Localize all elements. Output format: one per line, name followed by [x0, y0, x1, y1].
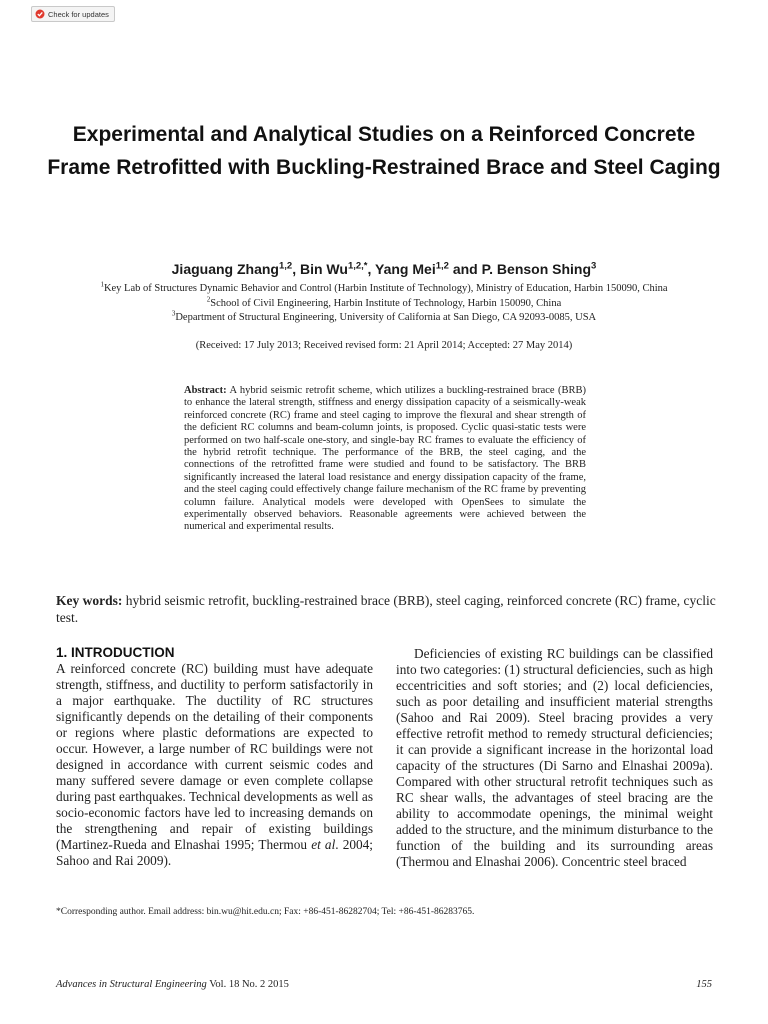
check-for-updates-label: Check for updates [48, 9, 109, 19]
author-affiliation-marker: 1,2,* [347, 260, 368, 272]
affiliation-line [40, 297, 728, 311]
received-dates: (Received: 17 July 2013; Received revised form: 21 April 2014; Accepted: 27 May 2014) [195, 340, 573, 351]
keywords-text: hybrid seismic retrofit, buckling-restrained brace (BRB), steel caging, reinforced concrete (RC) frame, cyclic test. [56, 593, 716, 625]
keywords-label: Key words: [56, 593, 123, 608]
left-column [56, 645, 373, 869]
et-al-text: et al [311, 837, 336, 852]
paper-title: Experimental and Analytical Studies on a Reinforced Concrete Frame Retrofitted with Buckling-Restrained Brace and Steel Caging [47, 123, 721, 179]
affiliation-marker: 3 [171, 309, 176, 318]
author-name: Yang Mei [375, 261, 436, 277]
author-separator: and [448, 261, 482, 277]
check-for-updates-button[interactable] [31, 6, 115, 22]
author-affiliation-marker: 1,2 [278, 260, 293, 272]
abstract-text: A hybrid seismic retrofit scheme, which utilizes a buckling-restrained brace (BRB) to enhance the lateral strength, stiffness and energy dissipation capacity of a seismically-weak reinforced concrete (RC) frame and steel caging to improve the flexural and shear strength of the deficient RC columns and beam-column joints, is proposed. Cyclic quasi-static tests were performed on two half-scale one-story, and single-bay RC frames to evaluate the efficiency of the hybrid retrofit technique. The performance of the BRB, the steel caging, and the connections of the retrofitted frame were studied and found to be satisfactory. The BRB significantly increased the lateral load resistance and energy dissipation capacity of the frame, and the steel caging could effectively change failure mechanism of the RC frame by preventing column failure. Analytical models were developed with OpenSees to simulate the experimentally observed behaviors. Reasonable agreements were achieved between the numerical and experimental results. [184, 385, 586, 533]
affiliation-marker: 2 [206, 295, 211, 304]
affiliation-text: Department of Structural Engineering, University of California at San Diego, CA 92093-0085, USA [175, 312, 597, 323]
affiliation-text: Key Lab of Structures Dynamic Behavior and Control (Harbin Institute of Technology), Ministry of Education, Harbin 150090, China [103, 283, 668, 294]
affiliation-line [40, 282, 728, 296]
paragraph-text: . 2004; Sahoo and Rai 2009). [56, 837, 373, 868]
author-affiliation-marker: 1,2 [435, 260, 449, 272]
author-name: P. Benson Shing [481, 261, 592, 277]
author-name: Jiaguang Zhang [171, 261, 279, 277]
crossmark-icon [35, 9, 45, 19]
corresponding-author-footnote: *Corresponding author. Email address: bin.wu@hit.edu.cn; Fax: +86-451-86282704; Tel: +86-451-86283765. [56, 907, 475, 917]
author-affiliation-marker: 3 [591, 260, 597, 272]
journal-footer [56, 979, 289, 990]
affiliation-text: School of Civil Engineering, Harbin Institute of Technology, Harbin 150090, China [210, 298, 562, 309]
keywords [56, 593, 716, 626]
page-number: 155 [696, 979, 712, 990]
section-heading: 1. INTRODUCTION [56, 645, 175, 660]
author-separator: , [367, 261, 376, 277]
journal-name: Advances in Structural Engineering [56, 979, 207, 990]
journal-volume: Vol. 18 No. 2 2015 [209, 979, 289, 990]
abstract-label: Abstract: [184, 385, 227, 396]
intro-paragraph-2: Deficiencies of existing RC buildings can be classified into two categories: (1) structural deficiencies, such as high eccentricities and soft stories; and (2) local deficiencies, such as poor detailing and insufficient material strengths (Sahoo and Rai 2009). Steel bracing provides a very effective retrofit method to remedy structural deficiencies; it can provide a significant increase in the horizontal load capacity of the structures (Di Sarno and Elnashai 2009a). Compared with other structural retrofit techniques such as RC shear walls, the advantages of steel bracing are the ability to accommodate openings, the minimal weight added to the structure, and the minimum disturbance to the function of the building and its surrounding areas (Thermou and Elnashai 2006). Concentric steel braced [396, 646, 713, 869]
abstract [184, 385, 586, 534]
paragraph-text: A reinforced concrete (RC) building must have adequate strength, stiffness, and ductility to perform satisfactorily in a major earthquake. The ductility of RC structures significantly depends on the detailing of their components or regions where plastic deformations are expected to occur. However, a large number of RC buildings were not designed in accordance with current seismic codes and many suffered severe damage or even complete collapse during past earthquakes. Technical developments as well as socio-economic factors have led to increasing demands on the strengthening and repair of existing buildings (Martinez-Rueda and Elnashai 1995; Thermou [56, 661, 373, 852]
intro-paragraph-1 [56, 661, 373, 869]
right-column [396, 646, 713, 870]
author-separator: , [292, 261, 300, 277]
author-list [40, 259, 728, 279]
author-name: Bin Wu [299, 261, 348, 277]
affiliation-line [40, 311, 728, 325]
affiliation-marker: 1 [100, 280, 104, 289]
